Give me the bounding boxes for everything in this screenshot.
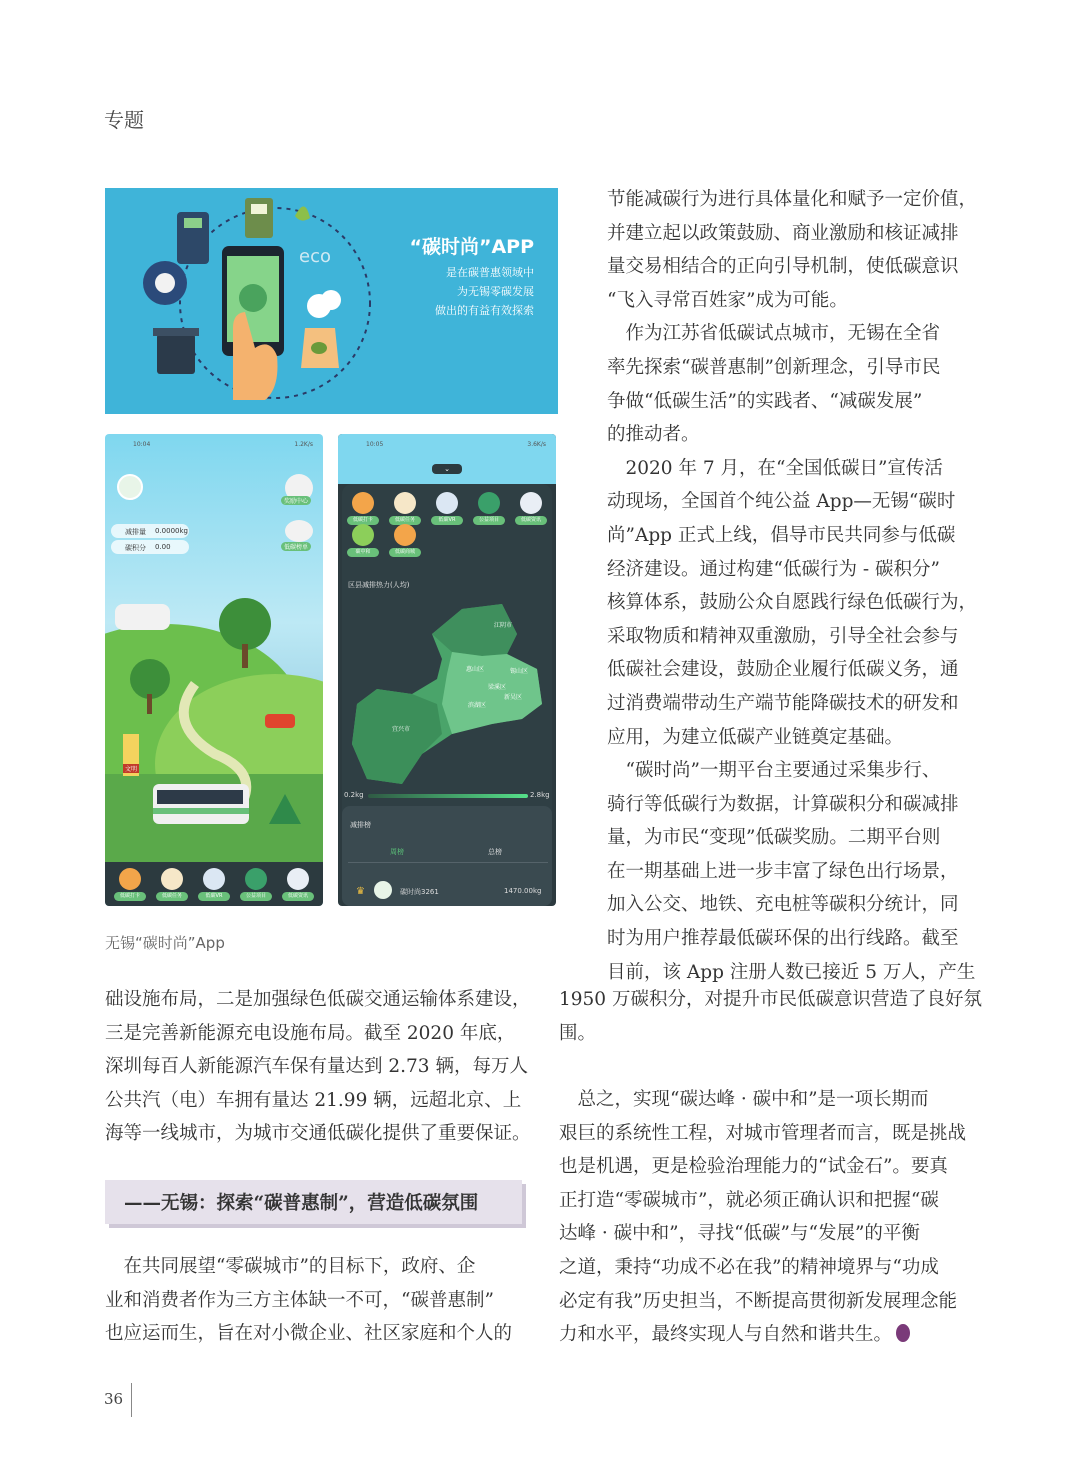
- tab-underline: [348, 862, 548, 863]
- tree-icon: [130, 659, 170, 699]
- text-line: 础设施布局，二是加强绿色低碳交通运输体系建设，: [105, 989, 531, 1010]
- status-bar: [338, 434, 556, 484]
- stat-points-value: 0.00: [155, 543, 171, 551]
- app-banner-image: [105, 188, 558, 414]
- text-line: 作为江苏省低碳试点城市，无锡在全省: [607, 323, 941, 345]
- text-line: 也是机遇，更是检验治理能力的“试金石”。要真: [559, 1156, 948, 1178]
- stat-emission-label: 减排量: [125, 528, 146, 536]
- text-line: 正打造“零碳城市”，就必须正确认识和把握“碳: [559, 1189, 939, 1211]
- avatar: [117, 474, 143, 500]
- leaf-icon: [295, 206, 310, 220]
- district-yixing: [352, 689, 442, 784]
- status-network: 3.6K/s: [527, 441, 546, 448]
- train-icon: [115, 604, 170, 630]
- section-label: 专题: [104, 108, 144, 132]
- stat-emission-value: 0.0000kg: [155, 527, 188, 535]
- banner-title: “碳时尚”APP: [409, 236, 534, 258]
- text-line: 必定有我”历史担当，不断提高贯彻新发展理念能: [559, 1290, 957, 1312]
- stat-points: [111, 540, 189, 554]
- district-label-7: 宜兴市: [392, 726, 411, 733]
- district-label-6: 滨湖区: [468, 702, 487, 709]
- text-line: 节能减碳行为进行具体量化和赋予一定价值，: [607, 189, 978, 210]
- text-line: 时为用户推荐最低碳环保的出行线路。截至: [607, 928, 959, 950]
- checkin-icon: [119, 868, 141, 890]
- right-column-continuation: [559, 983, 982, 1050]
- tab-total[interactable]: 总榜: [488, 848, 502, 856]
- text-line: 在共同展望“零碳城市”的目标下，政府、企: [105, 1256, 476, 1277]
- text-line: 争做“低碳生活”的实践者、“减碳发展”: [607, 390, 923, 412]
- text-line: 尚”App 正式上线，倡导市民共同参与低碳: [607, 524, 956, 546]
- ranking-button: [285, 520, 313, 542]
- text-line: 的推动者。: [607, 424, 700, 446]
- status-time: 10:05: [366, 441, 384, 448]
- nav-charity[interactable]: 公益项目: [239, 868, 273, 901]
- text-line: 海等一线城市，为城市交通低碳化提供了重要保证。: [105, 1123, 531, 1145]
- vr-icon: [436, 492, 458, 514]
- text-line: 深圳每百人新能源汽车保有量达到 2.73 辆，每万人: [105, 1056, 528, 1078]
- crown-icon: ♛: [356, 886, 365, 897]
- district-center: [442, 652, 542, 734]
- right-column-text: [607, 183, 977, 989]
- text-line: 公共汽（电）车拥有量达 21.99 辆，远超北京、上: [105, 1089, 522, 1111]
- end-mark-icon: [896, 1324, 910, 1342]
- icon-mall[interactable]: 低碳商城: [388, 524, 422, 557]
- text-line: 经济建设。通过构建“低碳行为 - 碳积分”: [607, 558, 940, 580]
- app-map-screenshot: [338, 434, 556, 906]
- text-line: 也应运而生，旨在对小微企业、社区家庭和个人的: [105, 1323, 513, 1345]
- text-line: 并建立起以政策鼓励、商业激励和核证减排: [607, 222, 959, 244]
- avatar: [374, 881, 392, 899]
- text-line: 达峰 · 碳中和”，寻找“低碳”与“发展”的平衡: [559, 1223, 920, 1245]
- subheading: ——无锡：探索“碳普惠制”，营造低碳氛围: [124, 1193, 479, 1214]
- status-time: 10:04: [133, 441, 151, 448]
- charity-icon: [245, 868, 267, 890]
- stat-points-label: 碳积分: [125, 544, 146, 552]
- text-line: 加入公交、地铁、充电桩等碳积分统计，同: [607, 894, 959, 916]
- icon-neutral[interactable]: 碳中和: [346, 524, 380, 557]
- icon-charity[interactable]: 公益项目: [472, 492, 506, 525]
- district-label-2: 惠山区: [466, 666, 485, 673]
- banner-line-2: 为无锡零碳发展: [457, 285, 534, 298]
- nav-tasks[interactable]: 低碳任务: [155, 868, 189, 901]
- rank-user: 碳时尚3261: [400, 888, 439, 896]
- tree-icon: [219, 598, 271, 650]
- tab-week[interactable]: 周榜: [390, 848, 404, 856]
- tasks-icon: [161, 868, 183, 890]
- app-home-screenshot: [105, 434, 323, 906]
- nav-news[interactable]: 低碳资讯: [281, 868, 315, 901]
- left-column-text: [105, 983, 531, 1151]
- text-line: 艰巨的系统性工程，对城市管理者而言，既是挑战: [559, 1122, 967, 1144]
- icon-news[interactable]: 低碳资讯: [514, 492, 548, 525]
- status-network: 1.2K/s: [294, 441, 313, 448]
- icon-vr[interactable]: 低碳VR: [430, 492, 464, 525]
- icon-checkin[interactable]: 低碳打卡: [346, 492, 380, 525]
- district-label-4: 梁溪区: [488, 684, 507, 691]
- text-line: 量交易相结合的正向引导机制，使低碳意识: [607, 256, 959, 278]
- status-bar: [105, 434, 323, 454]
- checkin-icon: [352, 492, 374, 514]
- news-icon: [287, 868, 309, 890]
- text-line: 三是完善新能源充电设施布局。截至 2020 年底，: [105, 1022, 516, 1044]
- text-line: 2020 年 7 月，在“全国低碳日”宣传活: [607, 457, 943, 479]
- tasks-icon: [394, 492, 416, 514]
- text-line: 总之，实现“碳达峰 · 碳中和”是一项长期而: [559, 1089, 929, 1110]
- text-line: 应用，为建立低碳产业链奠定基础。: [607, 726, 904, 748]
- recycle-bin-icon: [157, 334, 195, 374]
- left-column-end-text: [105, 1250, 512, 1351]
- carbon-neutral-icon: [352, 524, 374, 546]
- banner-line-1: 是在碳普惠领域中: [446, 266, 534, 279]
- eco-label: eco: [299, 246, 331, 267]
- text-line: 核算体系，鼓励公众自愿践行绿色低碳行为，: [607, 592, 978, 614]
- bus-stop-sign-text: 文明: [125, 766, 138, 773]
- icon-tasks[interactable]: 低碳任务: [388, 492, 422, 525]
- text-line: 围。: [559, 1022, 597, 1044]
- map-title: 区县减排热力(人均): [348, 581, 410, 589]
- text-line: 在一期基础上进一步丰富了绿色出行场景，: [607, 860, 959, 882]
- text-line: 采取物质和精神双重激励，引导全社会参与: [607, 625, 959, 647]
- district-label-5: 新吴区: [504, 694, 523, 701]
- text-line: “飞入寻常百姓家”成为可能。: [607, 289, 848, 311]
- conclusion-text: [559, 1083, 966, 1352]
- text-line: 业和消费者作为三方主体缺一不可，“碳普惠制”: [105, 1289, 494, 1311]
- scale-min: 0.2kg: [344, 791, 364, 799]
- heat-scale-bar: [368, 794, 528, 798]
- vr-icon: [203, 868, 225, 890]
- district-label-1: 江阴市: [494, 622, 513, 629]
- text-line: 力和水平，最终实现人与自然和谐共生。: [559, 1318, 966, 1352]
- district-label-3: 锡山区: [510, 668, 529, 675]
- text-line: 1950 万碳积分，对提升市民低碳意识营造了良好氛: [559, 989, 982, 1010]
- ranking-label: 低碳榜单: [281, 542, 311, 551]
- charity-icon: [478, 492, 500, 514]
- rank-value: 1470.00kg: [504, 887, 542, 895]
- green-landscape-illustration: [105, 564, 323, 864]
- text-line: 骑行等低碳行为数据，计算碳积分和碳减排: [607, 793, 959, 815]
- mall-icon: [394, 524, 416, 546]
- banner-illustration: [105, 188, 558, 414]
- banner-line-3: 做出的有益有效探索: [435, 304, 534, 317]
- text-line: 低碳社会建设，鼓励企业履行低碳义务，通: [607, 659, 959, 681]
- page-number: 36: [104, 1390, 124, 1408]
- page-divider: [131, 1383, 132, 1417]
- text-line: 率先探索“碳普惠制”创新理念，引导市民: [607, 356, 941, 378]
- bottom-nav: [105, 862, 323, 906]
- text-line: 之道，秉持“功成不必在我”的精神境界与“功成: [559, 1256, 939, 1278]
- reward-center-label: 奖励中心: [281, 496, 311, 505]
- nav-checkin[interactable]: 低碳打卡: [113, 868, 147, 901]
- ranking-title: 减排榜: [350, 821, 371, 829]
- news-icon: [520, 492, 542, 514]
- text-line: 过消费端带动生产端节能降碳技术的研发和: [607, 692, 959, 714]
- chevron-down-icon[interactable]: ⌄: [432, 464, 462, 474]
- text-line: 动现场，全国首个纯公益 App—无锡“碳时: [607, 491, 956, 513]
- nav-vr[interactable]: 低碳VR: [197, 868, 231, 901]
- figure-caption: 无锡“碳时尚”App: [105, 934, 225, 952]
- text-line: 目前，该 App 注册人数已接近 5 万人，产生: [607, 961, 976, 983]
- car-icon: [265, 714, 295, 728]
- text-line: 量，为市民“变现”低碳奖励。二期平台则: [607, 827, 941, 849]
- text-line: “碳时尚”一期平台主要通过采集步行、: [607, 760, 941, 782]
- scale-max: 2.8kg: [530, 791, 550, 799]
